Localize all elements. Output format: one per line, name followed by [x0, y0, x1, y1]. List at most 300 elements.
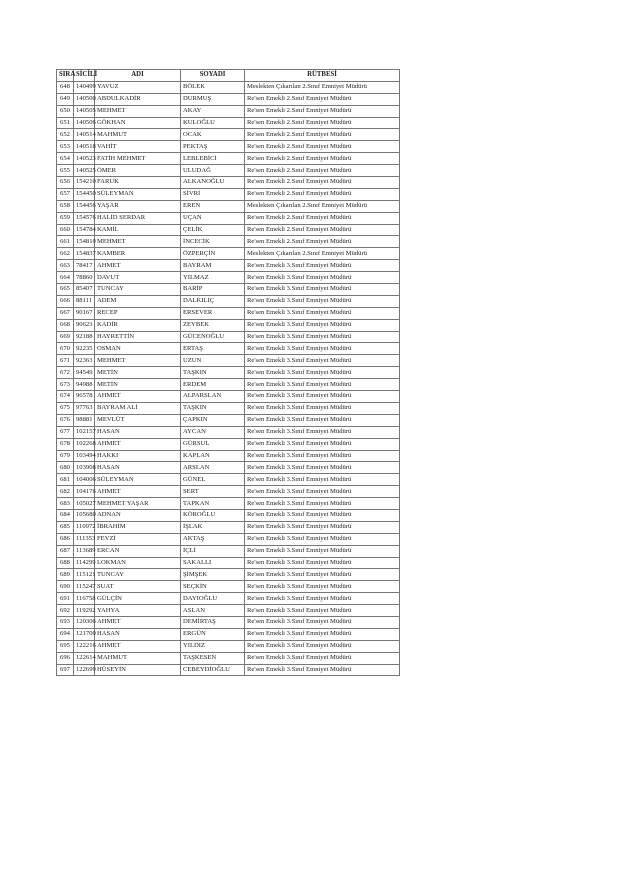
cell-sicil: 78860 [74, 272, 95, 284]
cell-sira: 659 [57, 212, 74, 224]
cell-rutbe: Re'sen Emekli 3.Sınıf Emniyet Müdürü [245, 284, 400, 296]
cell-sicil: 119292 [74, 605, 95, 617]
cell-rutbe: Re'sen Emekli 3.Sınıf Emniyet Müdürü [245, 652, 400, 664]
cell-adi: AHMET [95, 616, 181, 628]
cell-adi: GÜLÇİN [95, 593, 181, 605]
cell-rutbe: Re'sen Emekli 3.Sınıf Emniyet Müdürü [245, 462, 400, 474]
cell-sicil: 140518 [74, 141, 95, 153]
cell-soyadi: DURMUŞ [181, 93, 245, 105]
cell-sira: 656 [57, 177, 74, 189]
cell-adi: KAMBER [95, 248, 181, 260]
table-row [57, 81, 400, 93]
table-row [57, 177, 400, 189]
cell-soyadi: İNCECİK [181, 236, 245, 248]
table-body [57, 81, 400, 676]
cell-sira: 663 [57, 260, 74, 272]
cell-soyadi: UZUN [181, 355, 245, 367]
cell-sira: 650 [57, 105, 74, 117]
cell-sira: 670 [57, 343, 74, 355]
cell-sicil: 140525 [74, 165, 95, 177]
cell-sira: 666 [57, 295, 74, 307]
cell-sira: 689 [57, 569, 74, 581]
cell-adi: HASAN [95, 628, 181, 640]
cell-sicil: 102157 [74, 426, 95, 438]
cell-sicil: 98881 [74, 414, 95, 426]
cell-sira: 683 [57, 498, 74, 510]
table-row [57, 200, 400, 212]
cell-rutbe: Re'sen Emekli 2.Sınıf Emniyet Müdürü [245, 177, 400, 189]
table-row [57, 224, 400, 236]
cell-sicil: 116758 [74, 593, 95, 605]
cell-sira: 667 [57, 307, 74, 319]
cell-adi: FATİH MEHMET [95, 153, 181, 165]
table-row [57, 343, 400, 355]
cell-sicil: 122614 [74, 652, 95, 664]
cell-sicil: 105680 [74, 509, 95, 521]
cell-soyadi: YILMAZ [181, 272, 245, 284]
cell-adi: YAVUZ [95, 81, 181, 93]
table-row [57, 486, 400, 498]
cell-sicil: 90167 [74, 307, 95, 319]
table-row [57, 450, 400, 462]
cell-adi: MEHMET [95, 105, 181, 117]
cell-sira: 691 [57, 593, 74, 605]
cell-sira: 695 [57, 640, 74, 652]
cell-rutbe: Re'sen Emekli 2.Sınıf Emniyet Müdürü [245, 165, 400, 177]
cell-adi: ABDULKADİR [95, 93, 181, 105]
cell-rutbe: Re'sen Emekli 3.Sınıf Emniyet Müdürü [245, 557, 400, 569]
cell-sicil: 78417 [74, 260, 95, 272]
table-row [57, 605, 400, 617]
cell-adi: VAHİT [95, 141, 181, 153]
cell-soyadi: ZEYBEK [181, 319, 245, 331]
cell-sira: 651 [57, 117, 74, 129]
table-row [57, 462, 400, 474]
cell-sicil: 120306 [74, 616, 95, 628]
cell-soyadi: ÇAPKIN [181, 414, 245, 426]
cell-sicil: 105027 [74, 498, 95, 510]
cell-sira: 680 [57, 462, 74, 474]
cell-rutbe: Meslekten Çıkarılan 2.Sınıf Emniyet Müdürü [245, 248, 400, 260]
table-row [57, 319, 400, 331]
cell-rutbe: Re'sen Emekli 2.Sınıf Emniyet Müdürü [245, 224, 400, 236]
cell-adi: KADİR [95, 319, 181, 331]
cell-soyadi: BARİP [181, 284, 245, 296]
cell-adi: MEHMET YAŞAR [95, 498, 181, 510]
cell-rutbe: Re'sen Emekli 3.Sınıf Emniyet Müdürü [245, 533, 400, 545]
cell-sicil: 104176 [74, 486, 95, 498]
cell-soyadi: DAYIOĞLU [181, 593, 245, 605]
table-row [57, 284, 400, 296]
table-row [57, 105, 400, 117]
table-row [57, 474, 400, 486]
cell-adi: FEVZİ [95, 533, 181, 545]
table-row [57, 521, 400, 533]
cell-rutbe: Re'sen Emekli 2.Sınıf Emniyet Müdürü [245, 153, 400, 165]
cell-sira: 681 [57, 474, 74, 486]
cell-rutbe: Re'sen Emekli 2.Sınıf Emniyet Müdürü [245, 129, 400, 141]
cell-sira: 657 [57, 188, 74, 200]
table-row [57, 165, 400, 177]
cell-adi: MEVLÜT [95, 414, 181, 426]
cell-rutbe: Re'sen Emekli 2.Sınıf Emniyet Müdürü [245, 93, 400, 105]
cell-adi: MEHMET [95, 355, 181, 367]
table-row [57, 640, 400, 652]
cell-sira: 684 [57, 509, 74, 521]
cell-rutbe: Re'sen Emekli 3.Sınıf Emniyet Müdürü [245, 307, 400, 319]
cell-sicil: 92188 [74, 331, 95, 343]
cell-adi: DAVUT [95, 272, 181, 284]
cell-sicil: 140523 [74, 153, 95, 165]
cell-sira: 648 [57, 81, 74, 93]
cell-sicil: 110972 [74, 521, 95, 533]
table-row [57, 498, 400, 510]
cell-sira: 665 [57, 284, 74, 296]
cell-sira: 692 [57, 605, 74, 617]
cell-sicil: 88111 [74, 295, 95, 307]
cell-soyadi: TAPKAN [181, 498, 245, 510]
table-row [57, 569, 400, 581]
table-row [57, 153, 400, 165]
cell-sira: 682 [57, 486, 74, 498]
cell-sira: 688 [57, 557, 74, 569]
table-row [57, 188, 400, 200]
cell-rutbe: Re'sen Emekli 3.Sınıf Emniyet Müdürü [245, 367, 400, 379]
cell-sira: 672 [57, 367, 74, 379]
cell-adi: ÖMER [95, 165, 181, 177]
cell-sira: 686 [57, 533, 74, 545]
cell-adi: OSMAN [95, 343, 181, 355]
cell-sicil: 122699 [74, 664, 95, 676]
cell-soyadi: ERSEVER [181, 307, 245, 319]
cell-rutbe: Re'sen Emekli 3.Sınıf Emniyet Müdürü [245, 272, 400, 284]
cell-soyadi: KAPLAN [181, 450, 245, 462]
table-row [57, 93, 400, 105]
table-row [57, 236, 400, 248]
cell-rutbe: Re'sen Emekli 3.Sınıf Emniyet Müdürü [245, 414, 400, 426]
cell-sira: 677 [57, 426, 74, 438]
table-row [57, 652, 400, 664]
cell-soyadi: TAŞKIN [181, 402, 245, 414]
cell-soyadi: PEKTAŞ [181, 141, 245, 153]
cell-soyadi: İÇLİ [181, 545, 245, 557]
table-row [57, 628, 400, 640]
header-sicili: SİCİLİ [74, 70, 95, 82]
cell-sicil: 154837 [74, 248, 95, 260]
cell-rutbe: Re'sen Emekli 3.Sınıf Emniyet Müdürü [245, 486, 400, 498]
cell-adi: YAŞAR [95, 200, 181, 212]
cell-soyadi: GÜRSUL [181, 438, 245, 450]
cell-rutbe: Re'sen Emekli 3.Sınıf Emniyet Müdürü [245, 509, 400, 521]
cell-soyadi: LEBLEBİCİ [181, 153, 245, 165]
cell-rutbe: Re'sen Emekli 3.Sınıf Emniyet Müdürü [245, 331, 400, 343]
cell-adi: HASAN [95, 426, 181, 438]
cell-sicil: 90623 [74, 319, 95, 331]
cell-adi: AHMET [95, 640, 181, 652]
cell-soyadi: AKAY [181, 105, 245, 117]
cell-soyadi: ERGÜN [181, 628, 245, 640]
table-row [57, 426, 400, 438]
cell-sira: 669 [57, 331, 74, 343]
cell-adi: LOKMAN [95, 557, 181, 569]
cell-sicil: 94988 [74, 379, 95, 391]
header-adi: ADI [95, 70, 181, 82]
cell-adi: ADNAN [95, 509, 181, 521]
cell-sira: 675 [57, 402, 74, 414]
table-row [57, 664, 400, 676]
cell-adi: HASAN [95, 462, 181, 474]
cell-soyadi: ALKANOĞLU [181, 177, 245, 189]
cell-soyadi: ÖZPERÇİN [181, 248, 245, 260]
cell-soyadi: ŞİMŞEK [181, 569, 245, 581]
cell-adi: FARUK [95, 177, 181, 189]
cell-soyadi: GÜCENOĞLU [181, 331, 245, 343]
cell-soyadi: OCAK [181, 129, 245, 141]
cell-adi: SÜLEYMAN [95, 188, 181, 200]
cell-rutbe: Re'sen Emekli 3.Sınıf Emniyet Müdürü [245, 343, 400, 355]
cell-rutbe: Re'sen Emekli 3.Sınıf Emniyet Müdürü [245, 581, 400, 593]
cell-rutbe: Meslekten Çıkarılan 2.Sınıf Emniyet Müdürü [245, 81, 400, 93]
cell-adi: HAKKI [95, 450, 181, 462]
cell-sicil: 140514 [74, 129, 95, 141]
cell-sicil: 140506 [74, 117, 95, 129]
cell-adi: KAMİL [95, 224, 181, 236]
cell-rutbe: Re'sen Emekli 2.Sınıf Emniyet Müdürü [245, 188, 400, 200]
cell-rutbe: Re'sen Emekli 3.Sınıf Emniyet Müdürü [245, 616, 400, 628]
cell-soyadi: CEBEYDİOĞLU [181, 664, 245, 676]
cell-soyadi: GÜNEL [181, 474, 245, 486]
table-row [57, 307, 400, 319]
header-rutbesi: RÜTBESİ [245, 70, 400, 82]
cell-sicil: 92363 [74, 355, 95, 367]
cell-rutbe: Re'sen Emekli 3.Sınıf Emniyet Müdürü [245, 474, 400, 486]
cell-soyadi: ULUDAĞ [181, 165, 245, 177]
cell-adi: MEHMET [95, 236, 181, 248]
table-row [57, 402, 400, 414]
table-row [57, 295, 400, 307]
table-row [57, 593, 400, 605]
cell-soyadi: TAŞKIN [181, 367, 245, 379]
cell-soyadi: KÖROĞLU [181, 509, 245, 521]
cell-soyadi: ÇELİK [181, 224, 245, 236]
cell-sira: 678 [57, 438, 74, 450]
cell-sicil: 103908 [74, 462, 95, 474]
cell-adi: SUAT [95, 581, 181, 593]
cell-sicil: 140505 [74, 105, 95, 117]
cell-sira: 687 [57, 545, 74, 557]
cell-rutbe: Re'sen Emekli 3.Sınıf Emniyet Müdürü [245, 260, 400, 272]
cell-rutbe: Re'sen Emekli 3.Sınıf Emniyet Müdürü [245, 391, 400, 403]
cell-adi: YAHYA [95, 605, 181, 617]
cell-sicil: 113689 [74, 545, 95, 557]
cell-soyadi: ERTAŞ [181, 343, 245, 355]
table-row [57, 212, 400, 224]
cell-adi: GÖKHAN [95, 117, 181, 129]
cell-sicil: 104006 [74, 474, 95, 486]
cell-rutbe: Re'sen Emekli 3.Sınıf Emniyet Müdürü [245, 498, 400, 510]
table-row [57, 117, 400, 129]
table-row [57, 355, 400, 367]
personnel-table [56, 69, 400, 676]
cell-rutbe: Re'sen Emekli 3.Sınıf Emniyet Müdürü [245, 426, 400, 438]
cell-sira: 679 [57, 450, 74, 462]
cell-adi: BAYRAM ALİ [95, 402, 181, 414]
cell-adi: İBRAHİM [95, 521, 181, 533]
cell-soyadi: ARSLAN [181, 462, 245, 474]
cell-adi: TUNCAY [95, 569, 181, 581]
cell-adi: HAYRETTİN [95, 331, 181, 343]
table-row [57, 509, 400, 521]
cell-sicil: 96578 [74, 391, 95, 403]
cell-sira: 693 [57, 616, 74, 628]
cell-sira: 674 [57, 391, 74, 403]
cell-soyadi: SEÇKİN [181, 581, 245, 593]
cell-rutbe: Re'sen Emekli 3.Sınıf Emniyet Müdürü [245, 664, 400, 676]
cell-sicil: 103494 [74, 450, 95, 462]
cell-sicil: 154210 [74, 177, 95, 189]
cell-sira: 664 [57, 272, 74, 284]
cell-sira: 697 [57, 664, 74, 676]
cell-rutbe: Re'sen Emekli 3.Sınıf Emniyet Müdürü [245, 593, 400, 605]
cell-sicil: 154576 [74, 212, 95, 224]
cell-sicil: 121700 [74, 628, 95, 640]
cell-adi: MAHMUT [95, 652, 181, 664]
table-row [57, 391, 400, 403]
table-row [57, 545, 400, 557]
table-row [57, 557, 400, 569]
cell-sicil: 97763 [74, 402, 95, 414]
cell-rutbe: Re'sen Emekli 3.Sınıf Emniyet Müdürü [245, 438, 400, 450]
cell-rutbe: Re'sen Emekli 3.Sınıf Emniyet Müdürü [245, 379, 400, 391]
table-row [57, 272, 400, 284]
cell-rutbe: Re'sen Emekli 3.Sınıf Emniyet Müdürü [245, 569, 400, 581]
cell-soyadi: BAYRAM [181, 260, 245, 272]
cell-sira: 690 [57, 581, 74, 593]
cell-rutbe: Re'sen Emekli 2.Sınıf Emniyet Müdürü [245, 117, 400, 129]
cell-sira: 655 [57, 165, 74, 177]
cell-adi: AHMET [95, 391, 181, 403]
table-row [57, 414, 400, 426]
cell-sira: 668 [57, 319, 74, 331]
cell-rutbe: Re'sen Emekli 3.Sınıf Emniyet Müdürü [245, 605, 400, 617]
cell-sicil: 154450 [74, 188, 95, 200]
cell-soyadi: ERDEM [181, 379, 245, 391]
cell-adi: SÜLEYMAN [95, 474, 181, 486]
table-row [57, 581, 400, 593]
cell-sicil: 140499 [74, 81, 95, 93]
header-sira: SIRA [57, 70, 74, 82]
table-row [57, 331, 400, 343]
cell-soyadi: KULOĞLU [181, 117, 245, 129]
table-row [57, 367, 400, 379]
table-row [57, 616, 400, 628]
cell-sicil: 154456 [74, 200, 95, 212]
cell-rutbe: Re'sen Emekli 3.Sınıf Emniyet Müdürü [245, 521, 400, 533]
cell-adi: AHMET [95, 486, 181, 498]
cell-adi: AHMET [95, 260, 181, 272]
cell-sira: 671 [57, 355, 74, 367]
table-row [57, 379, 400, 391]
cell-rutbe: Re'sen Emekli 3.Sınıf Emniyet Müdürü [245, 355, 400, 367]
cell-soyadi: TAŞKESEN [181, 652, 245, 664]
cell-rutbe: Re'sen Emekli 3.Sınıf Emniyet Müdürü [245, 295, 400, 307]
cell-adi: RECEP [95, 307, 181, 319]
cell-rutbe: Re'sen Emekli 2.Sınıf Emniyet Müdürü [245, 105, 400, 117]
cell-sira: 661 [57, 236, 74, 248]
table-row [57, 260, 400, 272]
cell-sicil: 122216 [74, 640, 95, 652]
cell-sicil: 114299 [74, 557, 95, 569]
cell-sira: 653 [57, 141, 74, 153]
cell-soyadi: SİVRİ [181, 188, 245, 200]
cell-sicil: 115247 [74, 581, 95, 593]
table-row [57, 438, 400, 450]
cell-rutbe: Re'sen Emekli 3.Sınıf Emniyet Müdürü [245, 402, 400, 414]
cell-rutbe: Re'sen Emekli 3.Sınıf Emniyet Müdürü [245, 450, 400, 462]
cell-adi: ERCAN [95, 545, 181, 557]
cell-sira: 673 [57, 379, 74, 391]
cell-adi: HALİD SERDAR [95, 212, 181, 224]
cell-rutbe: Re'sen Emekli 3.Sınıf Emniyet Müdürü [245, 319, 400, 331]
cell-soyadi: DALKILIÇ [181, 295, 245, 307]
cell-soyadi: EREN [181, 200, 245, 212]
header-soyadi: SOYADI [181, 70, 245, 82]
cell-rutbe: Re'sen Emekli 2.Sınıf Emniyet Müdürü [245, 212, 400, 224]
cell-soyadi: UÇAN [181, 212, 245, 224]
cell-soyadi: SERT [181, 486, 245, 498]
cell-rutbe: Re'sen Emekli 2.Sınıf Emniyet Müdürü [245, 236, 400, 248]
cell-adi: ADEM [95, 295, 181, 307]
table-header-row [57, 70, 400, 82]
cell-sicil: 140500 [74, 93, 95, 105]
cell-sicil: 111353 [74, 533, 95, 545]
cell-soyadi: AKTAŞ [181, 533, 245, 545]
cell-soyadi: AYCAN [181, 426, 245, 438]
cell-sira: 658 [57, 200, 74, 212]
cell-adi: METİN [95, 379, 181, 391]
table-row [57, 141, 400, 153]
cell-rutbe: Re'sen Emekli 2.Sınıf Emniyet Müdürü [245, 141, 400, 153]
cell-sira: 685 [57, 521, 74, 533]
cell-rutbe: Re'sen Emekli 3.Sınıf Emniyet Müdürü [245, 640, 400, 652]
cell-sira: 696 [57, 652, 74, 664]
cell-adi: HÜSEYİN [95, 664, 181, 676]
table-row [57, 248, 400, 260]
cell-soyadi: YILDIZ [181, 640, 245, 652]
cell-sira: 652 [57, 129, 74, 141]
cell-soyadi: DEMİRTAŞ [181, 616, 245, 628]
cell-sicil: 94549 [74, 367, 95, 379]
cell-soyadi: ALPARSLAN [181, 391, 245, 403]
cell-rutbe: Re'sen Emekli 3.Sınıf Emniyet Müdürü [245, 628, 400, 640]
table-row [57, 129, 400, 141]
cell-sicil: 115121 [74, 569, 95, 581]
cell-sira: 694 [57, 628, 74, 640]
cell-soyadi: BÖLEK [181, 81, 245, 93]
cell-soyadi: İŞLAK [181, 521, 245, 533]
cell-sicil: 154810 [74, 236, 95, 248]
cell-adi: AHMET [95, 438, 181, 450]
cell-soyadi: SAKALLI [181, 557, 245, 569]
cell-sira: 654 [57, 153, 74, 165]
cell-adi: METİN [95, 367, 181, 379]
cell-sira: 676 [57, 414, 74, 426]
cell-rutbe: Re'sen Emekli 3.Sınıf Emniyet Müdürü [245, 545, 400, 557]
cell-rutbe: Meslekten Çıkarılan 2.Sınıf Emniyet Müdürü [245, 200, 400, 212]
cell-sicil: 154784 [74, 224, 95, 236]
cell-sicil: 92235 [74, 343, 95, 355]
cell-adi: MAHMUT [95, 129, 181, 141]
